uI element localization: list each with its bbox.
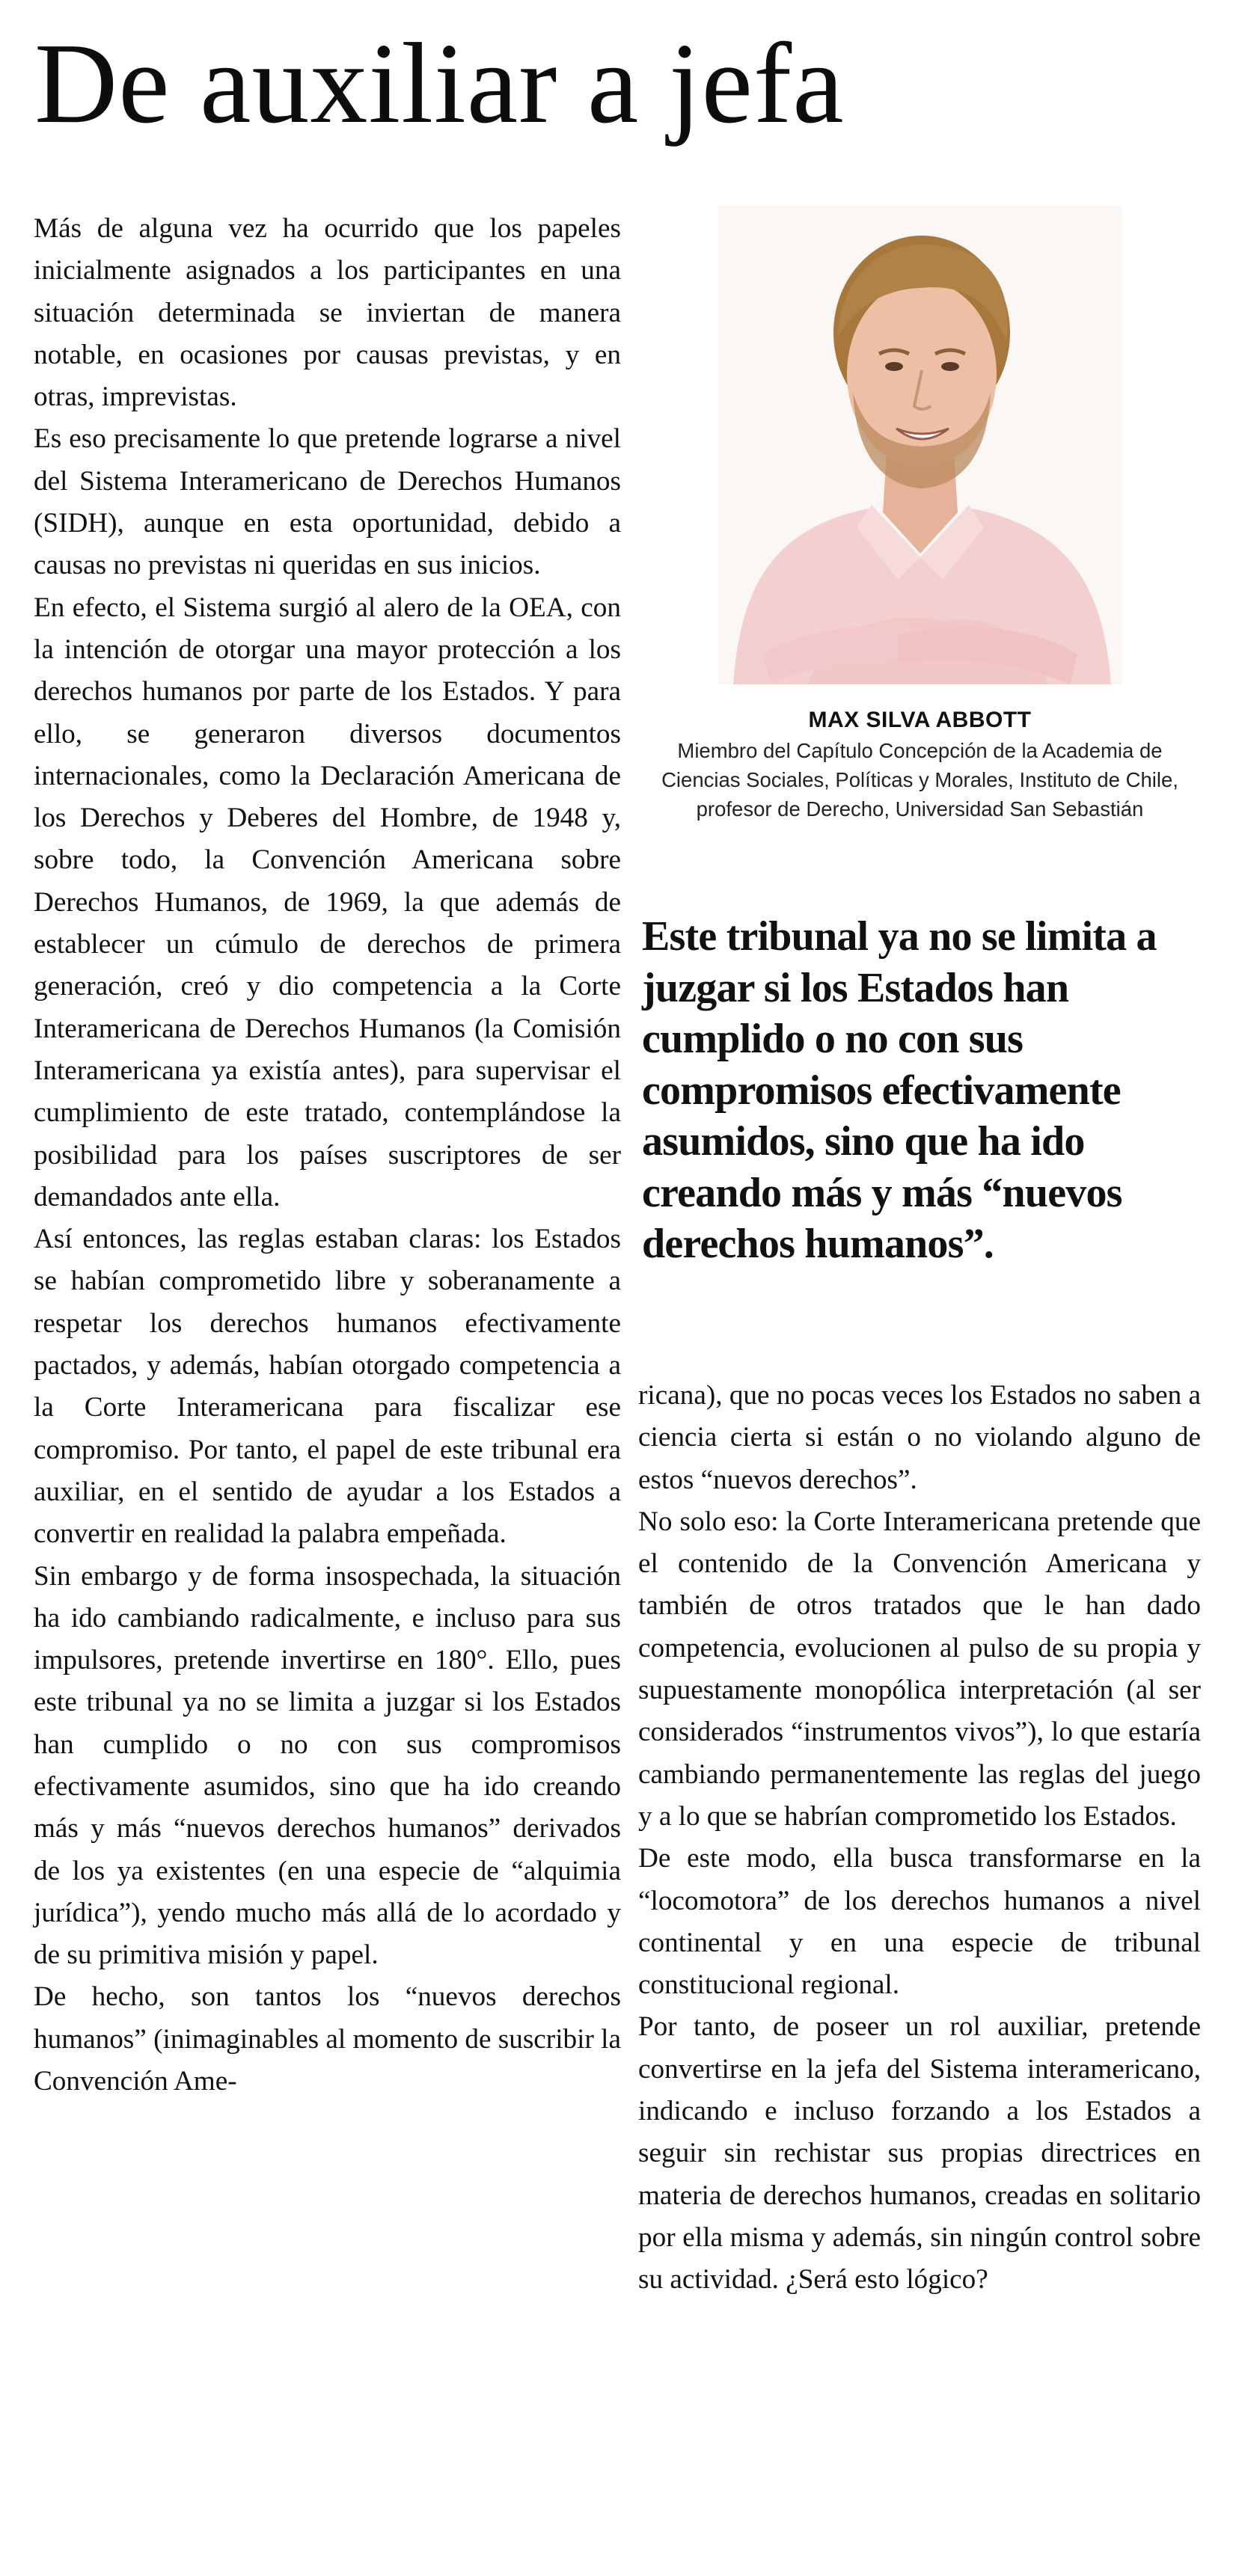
paragraph: No solo eso: la Corte Interamericana pretende que el contenido de la Convención Americana y también de otros tratados que le han dado competencia, evolucionen al pulso de su propia y supuestamente monopólica interpretación (al ser considerados “instrumentos vivos”), lo que estaría cambiando permanentemente las reglas del juego y a lo que se habrían comprometido los Estados. <box>638 1506 1201 1832</box>
paragraph: En efecto, el Sistema surgió al alero de la OEA, con la intención de otorgar una mayor protección a los derechos humanos por parte de los Estados. Y para ello, se generaron diversos documentos internacionales, como la Declaración Americana de los Derechos y Deberes del Hombre, de 1948 y, sobre todo, la Convención Americana sobre Derechos Humanos, de 1969, la que además de establecer un cúmulo de derechos de primera generación, creó y dio competencia a la Corte Interamericana de Derechos Humanos (la Comisión Interamericana ya existía antes), para supervisar el cumplimiento de este tratado, contemplándose la posibilidad para los países suscriptores de ser demandados ante ella. <box>34 592 621 1212</box>
paragraph: Más de alguna vez ha ocurrido que los papeles inicialmente asignados a los participantes en una situación determinada se inviertan de manera notable, en ocasiones por causas previstas, y en otras, imprevistas. <box>34 213 621 413</box>
author-photo <box>718 206 1122 684</box>
paragraph: De este modo, ella busca transformarse en la “locomotora” de los derechos humanos a nivel continental y en una especie de tribunal constitucional regional. <box>638 1843 1201 2001</box>
headline: De auxiliar a jefa <box>34 20 845 147</box>
body-column-left <box>34 208 621 2103</box>
author-name: MAX SILVA ABBOTT <box>808 708 1032 732</box>
paragraph: Así entonces, las reglas estaban claras: los Estados se habían comprometido libre y soberanamente a respetar los derechos humanos efectivamente pactados, y además, habían otorgado competencia a la Corte Interamericana para fiscalizar ese compromiso. Por tanto, el papel de este tribunal era auxiliar, en el sentido de ayudar a los Estados a convertir en realidad la palabra empeñada. <box>34 1224 621 1550</box>
body-column-right <box>638 1375 1201 2301</box>
pull-quote: Este tribunal ya no se limita a juzgar si los Estados han cumplido o no con sus compromisos efectivamente asumidos, sino que ha ido creando más y más “nuevos derechos humanos”. <box>642 913 1157 1267</box>
paragraph: De hecho, son tantos los “nuevos derechos humanos” (inimaginables al momento de suscribir la Convención Ame- <box>34 1981 621 2097</box>
paragraph: Sin embargo y de forma insospechada, la situación ha ido cambiando radicalmente, e incluso para sus impulsores, pretende invertirse en 180°. Ello, pues este tribunal ya no se limita a juzgar si los Estados han cumplido o no con sus compromisos efectivamente asumidos, sino que ha ido creando más y más “nuevos derechos humanos” derivados de los ya existentes (en una especie de “alquimia jurídica”), yendo mucho más allá de lo acordado y de su primitiva misión y papel. <box>34 1560 621 1971</box>
author-caption <box>637 705 1202 824</box>
paragraph: Por tanto, de poseer un rol auxiliar, pretende convertirse en la jefa del Sistema interamericano, indicando e incluso forzando a los Estados a seguir sin rechistar sus propias directrices en materia de derechos humanos, creadas en solitario por ella misma y además, sin ningún control sobre su actividad. ¿Será esto lógico? <box>638 2011 1201 2296</box>
author-portrait-icon <box>718 206 1122 684</box>
paragraph: ricana), que no pocas veces los Estados no saben a ciencia cierta si están o no violando alguno de estos “nuevos derechos”. <box>638 1380 1201 1495</box>
paragraph: Es eso precisamente lo que pretende lograrse a nivel del Sistema Interamericano de Derechos Humanos (SIDH), aunque en esta oportunidad, debido a causas no previstas ni queridas en sus inicios. <box>34 423 621 581</box>
author-role: Miembro del Capítulo Concepción de la Academia de Ciencias Sociales, Políticas y Morales, Instituto de Chile, profesor de Derecho, Universidad San Sebastián <box>661 739 1178 821</box>
